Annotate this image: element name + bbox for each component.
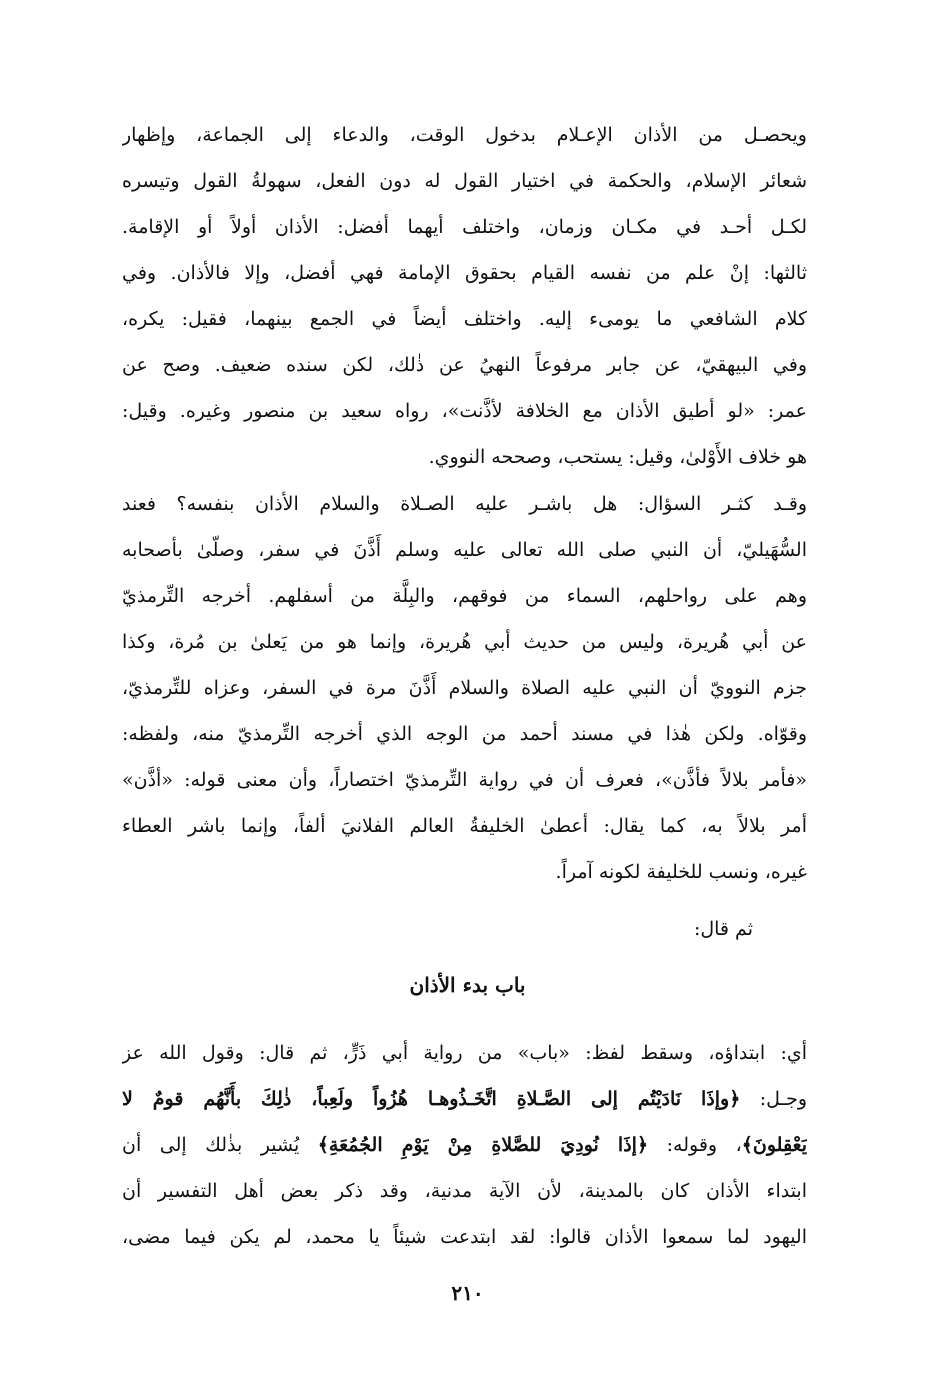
text-fragment: ، وقوله:	[648, 1134, 742, 1156]
text-line: «فأمر بلالاً فأذَّن»، فعرف أن في رواية التِّرمذيّ اختصاراً، وأن معنى قوله: «أذَّن»	[122, 769, 807, 791]
text-line: أي: ابتداؤه، وسقط لفظ: «باب» من رواية أبي ذَرٍّ، ثم قال: وقول الله عز	[122, 1042, 807, 1064]
page-number: ٢١٠	[451, 1281, 484, 1305]
text-line: عن أبي هُريرة، وليس من حديث أبي هُريرة، وإنما هو من يَعلىٰ بن مُرة، وكذا	[122, 631, 807, 653]
text-line: شعائر الإسلام، والحكمة في اختيار القول له دون الفعل، سهولةُ القول وتيسره	[122, 170, 807, 192]
quran-verse: ﴿وإذَا نَادَيْتُم إلى الصَّـلاةِ اتَّخَـذُوهـا هُزُواً ولَعِباً، ذٰلِكَ بأَنَّهُم قومٌ لا	[122, 1088, 741, 1110]
text-line	[122, 1122, 807, 1168]
paragraph-prophet-adhan-question	[122, 481, 807, 895]
text-line: غيره، ونسب للخليفة لكونه آمراً.	[555, 861, 807, 883]
text-line: أمر بلالاً به، كما يقال: أعطىٰ الخليفةُ العالم الفلانيَ ألفاً، وإنما باشر العطاء	[122, 815, 807, 837]
text-line: لكـل أحـد في مكـان وزمان، واختلف أيهما أفضل: الأذان أولاً أو الإقامة.	[122, 216, 807, 238]
text-line: عمر: «لو أطيق الأذان مع الخلافة لأذَّنت»، رواه سعيد بن منصور وغيره. وقيل:	[122, 400, 807, 422]
text-line: ابتداء الأذان كان بالمدينة، لأن الآية مدنية، وقد ذكر بعض أهل التفسير أن	[122, 1180, 807, 1202]
paragraph-chapter-commentary	[122, 1030, 807, 1260]
text-fragment: وجـل:	[740, 1088, 807, 1110]
text-fragment: يُشير بذٰلك إلى أن	[122, 1134, 318, 1156]
quran-verse: يَعْقِلونَ﴾	[741, 1134, 807, 1156]
text-line: ثالثها: إنْ علم من نفسه القيام بحقوق الإمامة فهي أفضل، وإلا فالأذان. وفي	[122, 262, 807, 284]
text-line: وقوّاه. ولكن هٰذا في مسند أحمد من الوجه الذي أخرجه التِّرمذيّ منه، ولفظه:	[122, 723, 807, 745]
text-line: وقـد كثـر السؤال: هل باشـر عليه الصـلاة والسلام الأذان بنفسه؟ فعند	[122, 493, 807, 515]
text-line: هو خلاف الأَوْلىٰ، وقيل: يستحب، وصححه النووي.	[428, 446, 807, 468]
text-line: السُّهَيليّ، أن النبي صلى الله تعالى عليه وسلم أَذَّنَ في سفر، وصلّىٰ بأصحابه	[122, 539, 807, 561]
text-line	[122, 1076, 807, 1122]
text-line: ويحصـل من الأذان الإعـلام بدخول الوقت، والدعاء إلى الجماعة، وإظهار	[122, 124, 807, 146]
paragraph-adhan-benefits	[122, 112, 807, 480]
text-line: وهم على رواحلهم، السماء من فوقهم، والبِلَّة من أسفلهم. أخرجه التِّرمذيّ	[122, 585, 807, 607]
quran-verse: ﴿إذَا نُودِيَ للصَّلاةِ مِنْ يَوْمِ الجُمُعَةِ﴾	[317, 1134, 649, 1156]
text-line: وفي البيهقيّ، عن جابر مرفوعاً النهيُ عن ذٰلك، لكن سنده ضعيف. وصح عن	[122, 354, 807, 376]
text-line: اليهود لما سمعوا الأذان قالوا: لقد ابتدعت شيئاً يا محمد، لم يكن فيما مضى،	[122, 1226, 807, 1248]
text-line: كلام الشافعي ما يومىء إليه. واختلف أيضاً في الجمع بينهما، فقيل: يكره،	[122, 308, 807, 330]
intro-line: ثم قال:	[693, 918, 753, 940]
chapter-heading: باب بدء الأذان	[409, 973, 526, 997]
text-line: جزم النوويّ أن النبي عليه الصلاة والسلام أَذَّنَ مرة في السفر، وعزاه للتِّرمذيّ،	[122, 677, 807, 699]
